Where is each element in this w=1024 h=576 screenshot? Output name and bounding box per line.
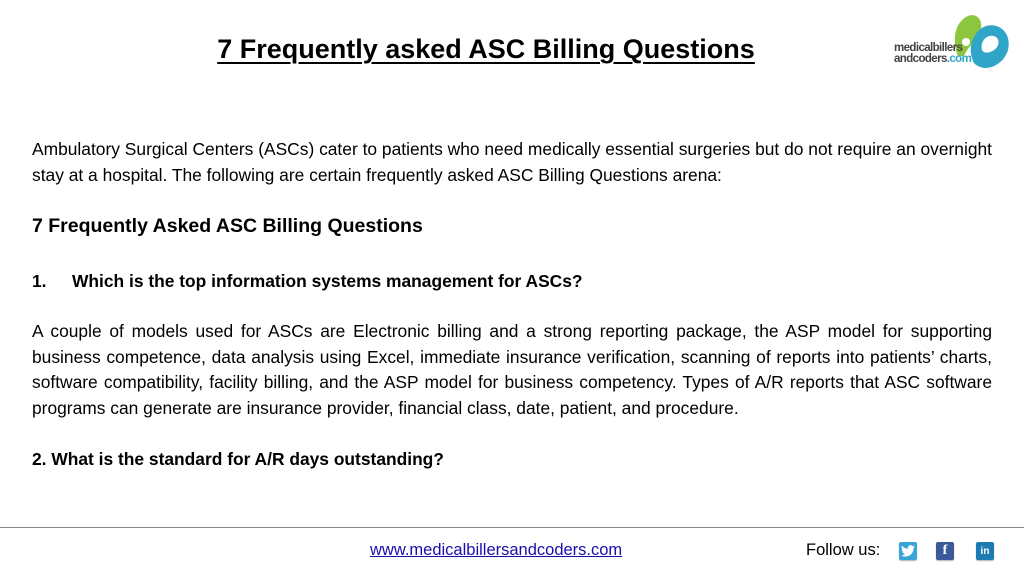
question-1 xyxy=(32,269,992,295)
logo-wordmark xyxy=(894,43,971,65)
main-content xyxy=(32,137,992,473)
twitter-icon[interactable] xyxy=(899,542,917,560)
answer-1-paragraph: A couple of models used for ASCs are Electronic billing and a strong reporting package, the ASP model for supporting business competence, data analysis using Excel, immediate insurance verification, scanning of reports into patients’ charts, software compatibility, facility billing, and the ASP model for business competency. Types of A/R reports that ASC software programs can generate are insurance provider, financial class, date, patient, and procedure. xyxy=(32,321,992,418)
company-logo[interactable] xyxy=(894,12,1014,74)
logo-line-2-suffix: .com xyxy=(946,53,972,65)
website-link[interactable]: www.medicalbillersandcoders.com xyxy=(370,541,623,559)
section-heading: 7 Frequently Asked ASC Billing Questions xyxy=(32,215,423,237)
footer-divider xyxy=(0,527,1024,528)
intro-paragraph: Ambulatory Surgical Centers (ASCs) cater to patients who need medically essential surgeries but do not require an overnight stay at a hospital. The following are certain frequently asked ASC Billing Questions arena: xyxy=(32,139,992,185)
logo-line-2-main: andcoders xyxy=(894,53,947,65)
follow-us-label: Follow us: xyxy=(806,541,881,559)
linkedin-icon[interactable]: in xyxy=(976,542,994,560)
question-1-number: 1. xyxy=(32,270,47,291)
logo-line-1: medicalbillers xyxy=(894,42,963,54)
facebook-icon[interactable]: f xyxy=(936,542,954,560)
logo-line-2 xyxy=(894,54,971,65)
twitter-bird-icon xyxy=(901,545,915,557)
question-1-text: Which is the top information systems management for ASCs? xyxy=(72,270,583,291)
page-title: 7 Frequently asked ASC Billing Questions xyxy=(217,34,755,64)
question-2: 2. What is the standard for A/R days outstanding? xyxy=(32,449,444,469)
